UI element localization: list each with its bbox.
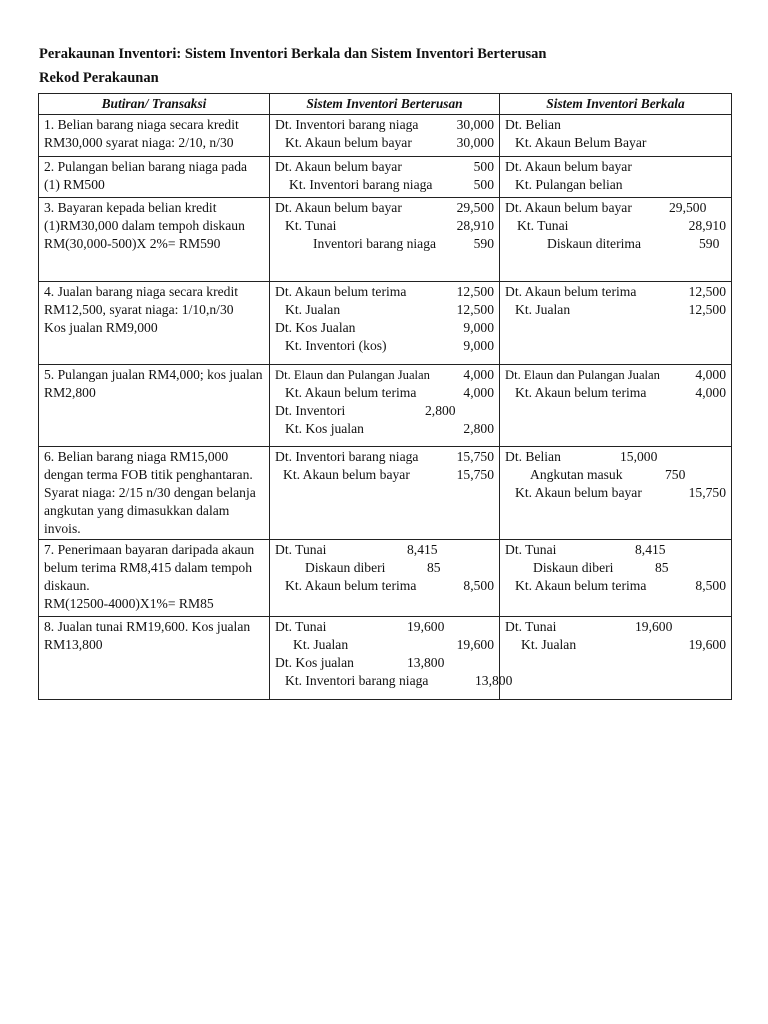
amount: 12,500: [688, 284, 726, 299]
description-line: 7. Penerimaan bayaran daripada akaun belum terima RM8,415 dalam tempoh diskaun.: [44, 542, 255, 593]
account-name: Dt. Tunai: [275, 619, 327, 634]
description-line: 4. Jualan barang niaga secara kredit RM12,500, syarat niaga: 1/10,n/30: [44, 284, 238, 317]
account-name: Kt. Jualan: [521, 637, 577, 652]
journal-line: [505, 577, 726, 595]
account-name: Dt. Tunai: [275, 542, 327, 557]
journal-line: [275, 319, 494, 337]
account-name: Kt. Tunai: [517, 218, 569, 233]
account-name: Kt. Akaun belum terima: [285, 578, 417, 593]
journal-line: [505, 217, 726, 235]
account-name: Dt. Elaun dan Pulangan Jualan: [505, 368, 660, 382]
account-name: Kt. Kos jualan: [285, 421, 364, 436]
account-name: Kt. Inventori barang niaga: [285, 673, 429, 688]
account-name: Kt. Akaun belum terima: [285, 385, 417, 400]
amount: 2,800: [463, 421, 494, 436]
account-name: Dt. Belian: [505, 117, 561, 132]
amount: 4,000: [463, 367, 494, 382]
description-line: 3. Bayaran kepada belian kredit (1)RM30,000 dalam tempoh diskaun: [44, 200, 245, 233]
amount: 15,750: [688, 485, 726, 500]
table-row: [39, 365, 732, 447]
amount: 4,000: [695, 367, 726, 382]
journal-line: [275, 448, 494, 466]
account-name: Dt. Kos jualan: [275, 655, 354, 670]
amount: 85: [427, 560, 441, 575]
description-line: 2. Pulangan belian barang niaga pada (1) RM500: [44, 159, 248, 192]
journal-line: [275, 366, 494, 384]
journal-line: [505, 176, 726, 194]
account-name: Kt. Tunai: [285, 218, 337, 233]
description-line: RM(12500-4000)X1%= RM85: [44, 596, 214, 611]
amount: 590: [699, 236, 720, 251]
table-row: [39, 540, 732, 617]
transaction-description: [39, 617, 270, 700]
table-row: [39, 157, 732, 198]
journal-line: [275, 541, 494, 559]
description-line: Kos jualan RM9,000: [44, 320, 158, 335]
berkala-entry-cell: [500, 365, 732, 447]
berkala-entry-cell: [500, 447, 732, 540]
journal-line: [275, 636, 494, 654]
amount: 15,750: [456, 467, 494, 482]
account-name: Kt. Akaun belum bayar: [515, 485, 642, 500]
journal-line: [505, 448, 726, 466]
amount: 12,500: [456, 302, 494, 317]
amount: 4,000: [463, 385, 494, 400]
account-name: Kt. Akaun belum terima: [515, 578, 647, 593]
amount: 500: [473, 177, 494, 192]
journal-line: [505, 541, 726, 559]
journal-line: [505, 301, 726, 319]
header-berkala: Sistem Inventori Berkala: [500, 94, 732, 115]
journal-line: [505, 366, 726, 384]
transaction-description: [39, 447, 270, 540]
transaction-description: [39, 157, 270, 198]
journal-line: [505, 134, 726, 152]
account-name: Dt. Akaun belum bayar: [505, 159, 632, 174]
account-name: Kt. Akaun belum terima: [515, 385, 647, 400]
berkala-entry-cell: [500, 157, 732, 198]
amount: 19,600: [688, 637, 726, 652]
journal-line: [275, 158, 494, 176]
account-name: Kt. Akaun belum bayar: [283, 467, 410, 482]
description-line: RM(30,000-500)X 2%= RM590: [44, 236, 221, 251]
document-subtitle: Rekod Perakaunan: [39, 70, 159, 86]
berterusan-entry-cell: [270, 115, 500, 157]
transaction-description: [39, 115, 270, 157]
transaction-description: [39, 198, 270, 282]
berterusan-entry-cell: [270, 198, 500, 282]
journal-line: [275, 283, 494, 301]
table-header-row: [39, 94, 732, 115]
journal-line: [275, 384, 494, 402]
journal-line: [275, 654, 494, 672]
account-name: Dt. Inventori barang niaga: [275, 117, 419, 132]
amount: 19,600: [456, 637, 494, 652]
amount: 12,500: [456, 284, 494, 299]
table-row: [39, 115, 732, 157]
journal-line: [505, 384, 726, 402]
transaction-description: [39, 365, 270, 447]
table-row: [39, 447, 732, 540]
header-berterusan: Sistem Inventori Berterusan: [270, 94, 500, 115]
amount: 29,500: [456, 200, 494, 215]
account-name: Kt. Pulangan belian: [515, 177, 623, 192]
journal-line: [505, 466, 726, 484]
account-name: Inventori barang niaga: [313, 236, 437, 251]
berkala-entry-cell: [500, 540, 732, 617]
journal-line: [275, 618, 494, 636]
amount: 9,000: [463, 320, 494, 335]
table-row: [39, 282, 732, 365]
account-name: Angkutan masuk: [530, 467, 623, 482]
amount: 13,800: [407, 655, 445, 670]
journal-line: [275, 577, 494, 595]
description-line: 6. Belian barang niaga RM15,000 dengan terma FOB titik penghantaran. Syarat niaga: 2/15 n/30 dengan belanja angkutan yang dimasukkan dalam invois.: [44, 449, 256, 536]
amount: 15,000: [620, 449, 658, 464]
account-name: Diskaun diterima: [547, 236, 642, 251]
journal-line: [505, 235, 726, 253]
journal-line: [275, 217, 494, 235]
amount: 9,000: [463, 338, 494, 353]
journal-line: [275, 235, 494, 253]
amount: 590: [473, 236, 494, 251]
journal-line: [275, 420, 494, 438]
journal-line: [275, 176, 494, 194]
journal-line: [275, 134, 494, 152]
account-name: Dt. Akaun belum bayar: [275, 200, 402, 215]
berterusan-entry-cell: [270, 540, 500, 617]
account-name: Dt. Tunai: [505, 619, 557, 634]
account-name: Diskaun diberi: [533, 560, 614, 575]
account-name: Dt. Akaun belum bayar: [505, 200, 632, 215]
journal-line: [505, 283, 726, 301]
table-row: [39, 617, 732, 700]
amount: 19,600: [407, 619, 445, 634]
journal-line: [275, 337, 494, 355]
journal-line: [505, 559, 726, 577]
account-name: Kt. Akaun belum bayar: [285, 135, 412, 150]
account-name: Dt. Kos Jualan: [275, 320, 356, 335]
journal-table: [38, 93, 732, 700]
table-row: [39, 198, 732, 282]
journal-line: [275, 559, 494, 577]
account-name: Dt. Akaun belum terima: [275, 284, 407, 299]
amount: 12,500: [688, 302, 726, 317]
account-name: Kt. Jualan: [285, 302, 341, 317]
journal-line: [275, 672, 513, 690]
account-name: Kt. Inventori barang niaga: [289, 177, 433, 192]
berterusan-entry-cell: [270, 282, 500, 365]
account-name: Kt. Inventori (kos): [285, 338, 387, 353]
amount: 28,910: [456, 218, 494, 233]
amount: 15,750: [456, 449, 494, 464]
journal-line: [505, 158, 726, 176]
journal-line: [275, 301, 494, 319]
amount: 19,600: [635, 619, 673, 634]
berterusan-entry-cell: [270, 157, 500, 198]
account-name: Dt. Belian: [505, 449, 561, 464]
account-name: Kt. Jualan: [515, 302, 571, 317]
journal-line: [275, 466, 494, 484]
journal-line: [505, 484, 726, 502]
description-line: 8. Jualan tunai RM19,600. Kos jualan RM13,800: [44, 619, 251, 652]
amount: 4,000: [695, 385, 726, 400]
journal-line: [505, 618, 726, 636]
amount: 28,910: [688, 218, 726, 233]
journal-line: [505, 116, 726, 134]
account-name: Kt. Jualan: [293, 637, 349, 652]
account-name: Dt. Inventori: [275, 403, 346, 418]
amount: 2,800: [425, 403, 456, 418]
journal-line: [275, 116, 494, 134]
journal-line: [275, 199, 494, 217]
amount: 85: [655, 560, 669, 575]
description-line: 1. Belian barang niaga secara kredit RM30,000 syarat niaga: 2/10, n/30: [44, 117, 239, 150]
description-line: 5. Pulangan jualan RM4,000; kos jualan RM2,800: [44, 367, 263, 400]
amount: 30,000: [456, 117, 494, 132]
journal-line: [505, 199, 726, 217]
transaction-description: [39, 540, 270, 617]
berkala-entry-cell: [500, 282, 732, 365]
account-name: Kt. Akaun Belum Bayar: [515, 135, 647, 150]
amount: 750: [665, 467, 686, 482]
berkala-entry-cell: [500, 115, 732, 157]
amount: 8,500: [463, 578, 494, 593]
amount: 30,000: [456, 135, 494, 150]
amount: 8,415: [407, 542, 438, 557]
account-name: Diskaun diberi: [305, 560, 386, 575]
account-name: Dt. Elaun dan Pulangan Jualan: [275, 368, 430, 382]
journal-line: [505, 636, 726, 654]
berkala-entry-cell: [500, 617, 732, 700]
amount: 8,415: [635, 542, 666, 557]
amount: 500: [473, 159, 494, 174]
berterusan-entry-cell: [270, 617, 513, 700]
berterusan-entry-cell: [270, 365, 500, 447]
amount: 13,800: [475, 673, 513, 688]
berkala-entry-cell: [500, 198, 732, 282]
transaction-description: [39, 282, 270, 365]
account-name: Dt. Akaun belum terima: [505, 284, 637, 299]
journal-line: [275, 402, 494, 420]
amount: 8,500: [695, 578, 726, 593]
document-title: Perakaunan Inventori: Sistem Inventori Berkala dan Sistem Inventori Berterusan: [39, 46, 547, 62]
account-name: Dt. Inventori barang niaga: [275, 449, 419, 464]
account-name: Dt. Tunai: [505, 542, 557, 557]
amount: 29,500: [669, 200, 707, 215]
account-name: Dt. Akaun belum bayar: [275, 159, 402, 174]
berterusan-entry-cell: [270, 447, 500, 540]
header-butiran: Butiran/ Transaksi: [39, 94, 270, 115]
